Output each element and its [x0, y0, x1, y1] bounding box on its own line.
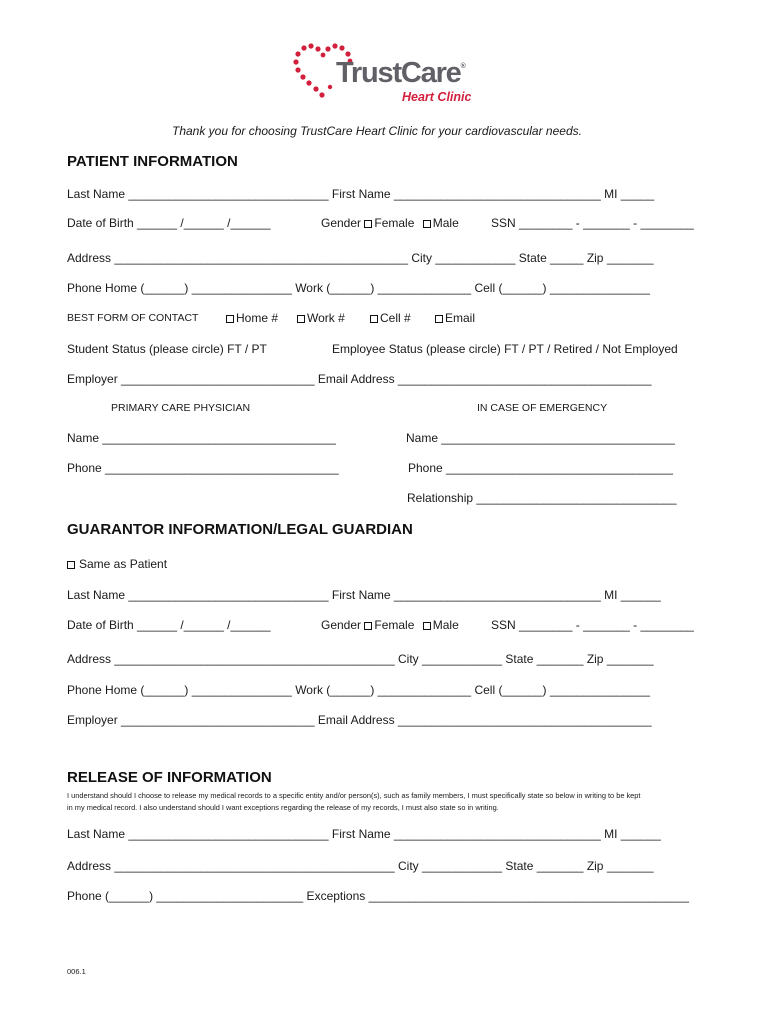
student-status[interactable]: Student Status (please circle) FT / PT: [67, 342, 267, 356]
patient-employer-line[interactable]: Employer _____________________________ Email Address ______________________________________: [67, 372, 652, 386]
same-as-patient: Same as Patient: [67, 557, 167, 571]
guarantor-gender: [321, 618, 459, 632]
guarantor-address-line[interactable]: Address __________________________________________ City ____________ State _______ Zip _______: [67, 652, 654, 666]
patient-phone-line[interactable]: Phone Home (______) _______________ Work (______) ______________ Cell (______) _______________: [67, 281, 650, 295]
best-contact-label: BEST FORM OF CONTACT: [67, 312, 199, 324]
contact-home: Home #: [226, 311, 278, 325]
patient-gender: [321, 216, 459, 230]
release-name-line[interactable]: Last Name ______________________________ First Name _______________________________ MI ______: [67, 827, 661, 841]
patient-info-heading: PATIENT INFORMATION: [67, 153, 238, 170]
same-as-patient-checkbox[interactable]: [67, 561, 75, 569]
email-checkbox[interactable]: [435, 315, 443, 323]
patient-dob[interactable]: Date of Birth ______ /______ /______: [67, 216, 271, 230]
guarantor-phone-line[interactable]: Phone Home (______) _______________ Work (______) ______________ Cell (______) _______________: [67, 683, 650, 697]
tagline: Thank you for choosing TrustCare Heart Clinic for your cardiovascular needs.: [172, 124, 582, 138]
female-checkbox[interactable]: [364, 220, 372, 228]
male-label: Male: [432, 216, 459, 230]
pcp-name[interactable]: Name ___________________________________: [67, 431, 336, 445]
employee-status[interactable]: Employee Status (please circle) FT / PT / Retired / Not Employed: [332, 342, 678, 356]
registered-mark: ®: [460, 63, 465, 70]
work-checkbox[interactable]: [297, 315, 305, 323]
emergency-name[interactable]: Name ___________________________________: [406, 431, 675, 445]
patient-name-line[interactable]: Last Name ______________________________ First Name _______________________________ MI _____: [67, 187, 655, 201]
clinic-logo: [290, 42, 490, 108]
logo-brand-text: TrustCare®: [336, 57, 465, 89]
footer-code: 006.1: [67, 967, 86, 976]
female-label: Female: [374, 618, 415, 632]
guarantor-dob[interactable]: Date of Birth ______ /______ /______: [67, 618, 271, 632]
male-checkbox[interactable]: [423, 220, 431, 228]
patient-ssn[interactable]: SSN ________ - _______ - ________: [491, 216, 694, 230]
guarantor-ssn[interactable]: SSN ________ - _______ - ________: [491, 618, 694, 632]
pcp-phone[interactable]: Phone ___________________________________: [67, 461, 339, 475]
emergency-heading: IN CASE OF EMERGENCY: [477, 402, 608, 414]
release-phone-line[interactable]: Phone (______) ______________________ Exceptions ________________________________________________: [67, 889, 689, 903]
female-label: Female: [374, 216, 415, 230]
logo-subtitle: Heart Clinic: [402, 90, 472, 104]
emergency-relationship[interactable]: Relationship ______________________________: [407, 491, 677, 505]
release-notice-1: I understand should I choose to release my medical records to a specific entity and/or person(s), such as family members, I must specifically state so below in writing to be kept: [67, 791, 641, 800]
male-checkbox[interactable]: [423, 622, 431, 630]
contact-cell: Cell #: [370, 311, 411, 325]
cell-checkbox[interactable]: [370, 315, 378, 323]
release-address-line[interactable]: Address __________________________________________ City ____________ State _______ Zip _______: [67, 859, 654, 873]
patient-address-line[interactable]: Address ____________________________________________ City ____________ State _____ Zip _______: [67, 251, 654, 265]
guarantor-name-line[interactable]: Last Name ______________________________ First Name _______________________________ MI ______: [67, 588, 661, 602]
contact-email: Email: [435, 311, 475, 325]
release-notice-2: in my medical record. I also understand should I want exceptions regarding the release of my records, I must also state so in writing.: [67, 803, 499, 812]
pcp-heading: PRIMARY CARE PHYSICIAN: [111, 402, 251, 414]
guarantor-heading: GUARANTOR INFORMATION/LEGAL GUARDIAN: [67, 521, 413, 538]
release-heading: RELEASE OF INFORMATION: [67, 769, 272, 786]
female-checkbox[interactable]: [364, 622, 372, 630]
home-checkbox[interactable]: [226, 315, 234, 323]
gender-label: Gender: [321, 216, 362, 230]
contact-work: Work #: [297, 311, 345, 325]
guarantor-employer-line[interactable]: Employer _____________________________ Email Address ______________________________________: [67, 713, 652, 727]
gender-label: Gender: [321, 618, 362, 632]
emergency-phone[interactable]: Phone __________________________________: [408, 461, 673, 475]
male-label: Male: [432, 618, 459, 632]
